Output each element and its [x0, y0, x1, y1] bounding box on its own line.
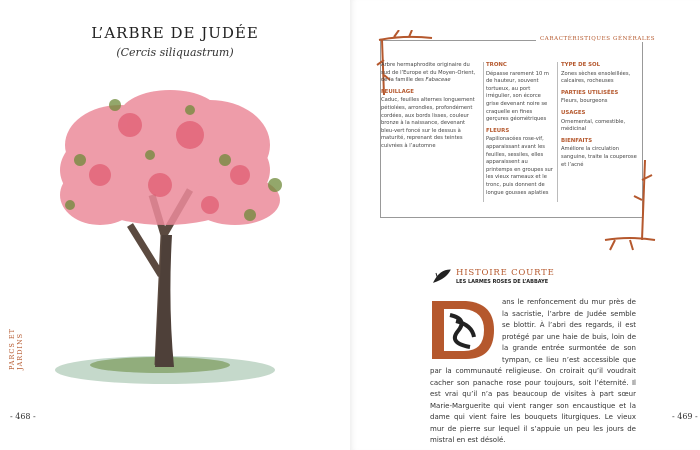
history-title: HISTOIRE COURTE — [456, 268, 555, 278]
fleurs-text: Papilionacées rose-vif, apparaissant avant les feuilles, sessiles, elles apparaissent au printemps en groupes sur les vieux rameaux et le tronc, puis donnent de longue gousses aplaties — [486, 136, 553, 196]
usages-text: Ornemental, comestible, médicinal — [561, 118, 626, 133]
page-title: L’ARBRE DE JUDÉE — [91, 24, 259, 42]
usages-label: USAGES — [561, 109, 586, 116]
tronc-text: Dépasse rarement 10 m de hauteur, souvent tortueux, au port irrégulier, son écorce grise devenant noire se craquelle en fines gerçures géométriques — [486, 70, 549, 123]
column-divider — [483, 62, 484, 202]
box-title: CARACTÉRISTIQUES GÉNÉRALES — [536, 36, 659, 42]
story-body: ans le renfoncement du mur près de la sacristie, l’arbre de Judée semble se blottir. À l’abri des regards, il est protégé par une haie de buis, loin de la grande entrée surmontée de son tympan, ce lieu n’est accessible que par la communauté religieuse. On croirait qu’il voudrait cacher son panache rose pour toujours, soit l’éternité. Il est vrai qu’il n’a pas beaucoup de visites à part sœur Marie-Marguerite qui vient ranger son encaustique et la dame qui vient faire les bouquets liturgiques. Le vieux mur de pierre sur lequel il s’appuie un peu les jours de mistral en est désolé. — [430, 298, 636, 444]
tree-illustration — [40, 85, 300, 395]
parties-label: PARTIES UTILISÉES — [561, 89, 619, 96]
column-divider — [557, 62, 558, 202]
feuillage-text: Caduc, feuilles alternes longuement pétiolées, arrondies, profondément cordées, aux bords lisses, couleur bronze à la naissance, devenant bleu-vert foncé sur le dessus à maturité, reprenant des teintes cuivrées à l’automne — [381, 97, 475, 149]
tronc-label: TRONC — [486, 62, 507, 68]
story-text — [430, 297, 636, 447]
family-name: Fabaceae — [425, 77, 451, 84]
section-label: PARCS ET JARDINS — [8, 328, 24, 370]
branch-ornament-bottom — [600, 160, 660, 255]
parties-text: Fleurs, bourgeons — [561, 98, 608, 105]
drop-cap — [428, 297, 498, 363]
bienfaits-text: Améliore la circulation sanguine, traite la couperose et l’acné — [561, 146, 637, 168]
leaf-ornament-icon — [432, 268, 452, 284]
sol-label: TYPE DE SOL — [561, 62, 601, 68]
column-3 — [561, 62, 639, 169]
right-page — [350, 0, 700, 450]
history-subtitle: LES LARMES ROSES DE L’ABBAYE — [456, 279, 549, 285]
page-number: - 468 - — [10, 412, 36, 421]
column-1 — [381, 62, 478, 151]
latin-name: (Cercis siliquastrum) — [116, 46, 234, 59]
sol-text: Zones sèches ensoleillées, calcaires, rocheuses — [561, 70, 631, 85]
intro-text: Arbre hermaphrodite originaire du sud de l’Europe et du Moyen-Orient, de la famille des — [381, 62, 476, 84]
column-2 — [486, 62, 554, 197]
fleurs-label: FLEURS — [486, 127, 510, 134]
bienfaits-label: BIENFAITS — [561, 137, 593, 144]
feuillage-label: FEUILLAGE — [381, 88, 414, 95]
page-number: - 469 - — [672, 412, 698, 421]
